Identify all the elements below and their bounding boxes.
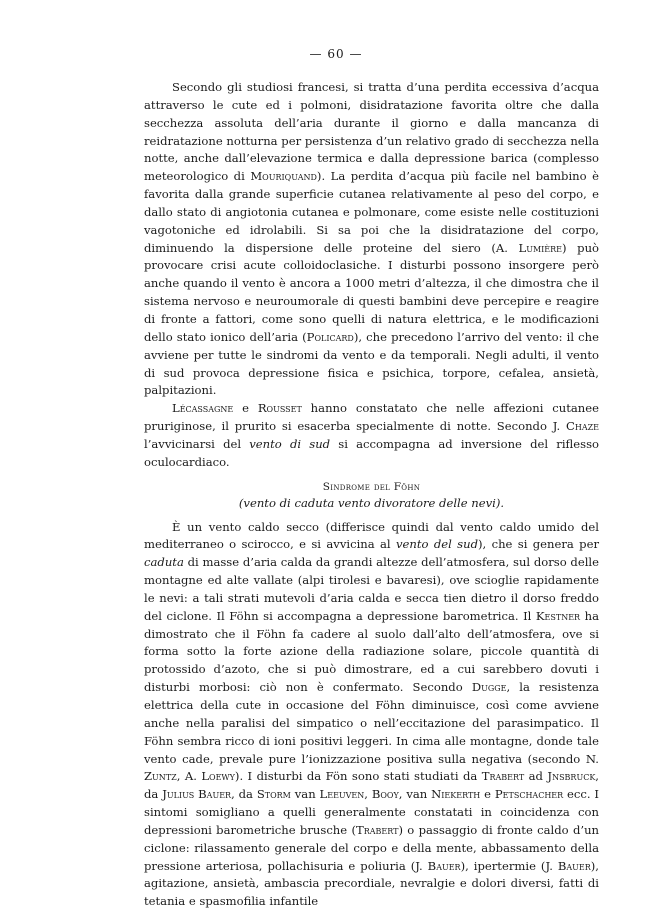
author-name: Policard [306, 329, 354, 344]
author-name: Niekerth [431, 787, 481, 802]
emphasis: caduta [144, 555, 184, 570]
author-name: Mouriquand [250, 169, 317, 184]
page-body [144, 79, 599, 911]
section-subheading: (vento di caduta vento divoratore delle nevi). [238, 495, 505, 510]
author-name: Lumière [518, 240, 563, 255]
author-name: Loewy [201, 769, 235, 784]
author-name: Petschacher [494, 787, 564, 802]
section-heading: Sindrome del Föhn [322, 480, 421, 493]
author-name: Dugge [471, 680, 507, 695]
author-name: Kestner [535, 608, 581, 623]
author-name: Julius Bauer [162, 787, 232, 802]
emphasis: vento di sud [249, 436, 331, 451]
emphasis: vento del sud [395, 537, 479, 552]
author-name: Trabert [355, 822, 399, 837]
author-name: Trabert [481, 769, 525, 784]
page-number: — 60 — [309, 47, 363, 61]
author-name: Bauer [427, 858, 461, 873]
author-name: Storm [256, 787, 291, 802]
author-name: Booy [371, 787, 399, 802]
place-name: Jnsbruck [547, 769, 596, 784]
author-name: Bauer [557, 858, 591, 873]
author-name: Rousset [257, 401, 302, 416]
author-name: Leeuven [319, 787, 365, 802]
paragraph-fohn: È un vento caldo secco (differisce quindi dal vento caldo umido del mediterraneo o scirocco, e si avvicina al vento del sud), che si genera per caduta di masse d’aria calda da grandi altezze dell’atmosfera, sul dorso delle montagne ed alte vallate (alpi tirolesi e bavaresi), ove scioglie rapidamente le nevi: a tali strati mutevoli d’aria calda e secca tien dietro il dorso freddo del ciclone. Il Föhn si accompagna a depressione barometrica. Il Kestner ha dimostrato che il Föhn fa cadere al suolo dall’alto dell’atmosfera, ove si forma sotto la forte azione della radiazione solare, piccole quantità di protossido d’azoto, che si può dimostrare, ed a cui sarebbero dovuti i disturbi morbosi: ciò non è confermato. Secondo Dugge, la resistenza elettrica della cute in occasione del Föhn diminuisce, così come avviene anche nella paralisi del simpatico o nell’eccitazione del parasimpatico. Il Föhn sembra ricco di ioni positivi leggeri. In cima alle montagne, donde tale vento cade, prevale pure l’ionizzazione positiva sulla negativa (secondo N. Zuntz, A. Loewy). I disturbi da Fön sono stati studiati da Trabert ad Jnsbruck, da Julius Bauer, da Storm van Leeuven, Booy, van Niekerth e Petschacher ecc. I sintomi somigliano a quelli generalmente constatati in coincidenza con depressioni barometriche brusche (Trabert) o passaggio di fronte caldo d’un ciclone: rilassamento generale del corpo e della mente, abbassamento della pressione arteriosa, pollachisuria e poliuria (J. Bauer), ipertermie (J. Bauer), agitazione, ansietà, ambascia precordiale, nevralgie e dolori diversi, fatti di tetania e spasmofilia infantile [144, 519, 600, 909]
author-name: Zuntz [144, 769, 177, 784]
author-name: Lécassagne [172, 401, 234, 416]
paragraph-dehydration: Secondo gli studiosi francesi, si tratta d’una perdita eccessiva d’acqua attraverso le cute ed i polmoni, disidratazione favorita oltre che dalla secchezza assoluta dell’aria durante il giorno e dalla mancanza di reidratazione notturna per persistenza d’un relativo grado di secchezza nella notte, anche dall’elevazione termica e dalla depressione barica (complesso meteorologico di Mouriquand). La perdita d’acqua più facile nel bambino è favorita dalla grande superficie cutanea relativamente al peso del corpo, e dallo stato di angiotonia cutanea e polmonare, come esiste nelle costituzioni vagotoniche ed idrolabili. Si sa poi che la disidratazione del corpo, diminuendo la dispersione delle proteine del siero (A. Lumière) può provocare crisi acute colloidoclasiche. I disturbi possono insorgere però anche quando il vento è ancora a 1000 metri d’altezza, il che dimostra che il sistema nervoso e neuroumorale di questi bambini deve percepire e reagire di fronte a fattori, come sono quelli di natura elettrica, e le modificazioni dello stato ionico dell’aria (Policard), che precedono l’arrivo del vento: il che avviene per tutte le sindromi da vento e da temporali. Negli adulti, il vento di sud provoca depressione fisica e psichica, torpore, cefalea, ansietà, palpitazioni. [144, 80, 600, 398]
author-name: Chaze [565, 419, 599, 434]
paragraph-pruritus: Lécassagne e Rousset hanno constatato che nelle affezioni cutanee pruriginose, il prurito si esacerba specialmente di notte. Secondo J. Chaze l’avvicinarsi del vento di sud si accompagna ad inversione del riflesso oculocardiaco. [144, 401, 599, 469]
